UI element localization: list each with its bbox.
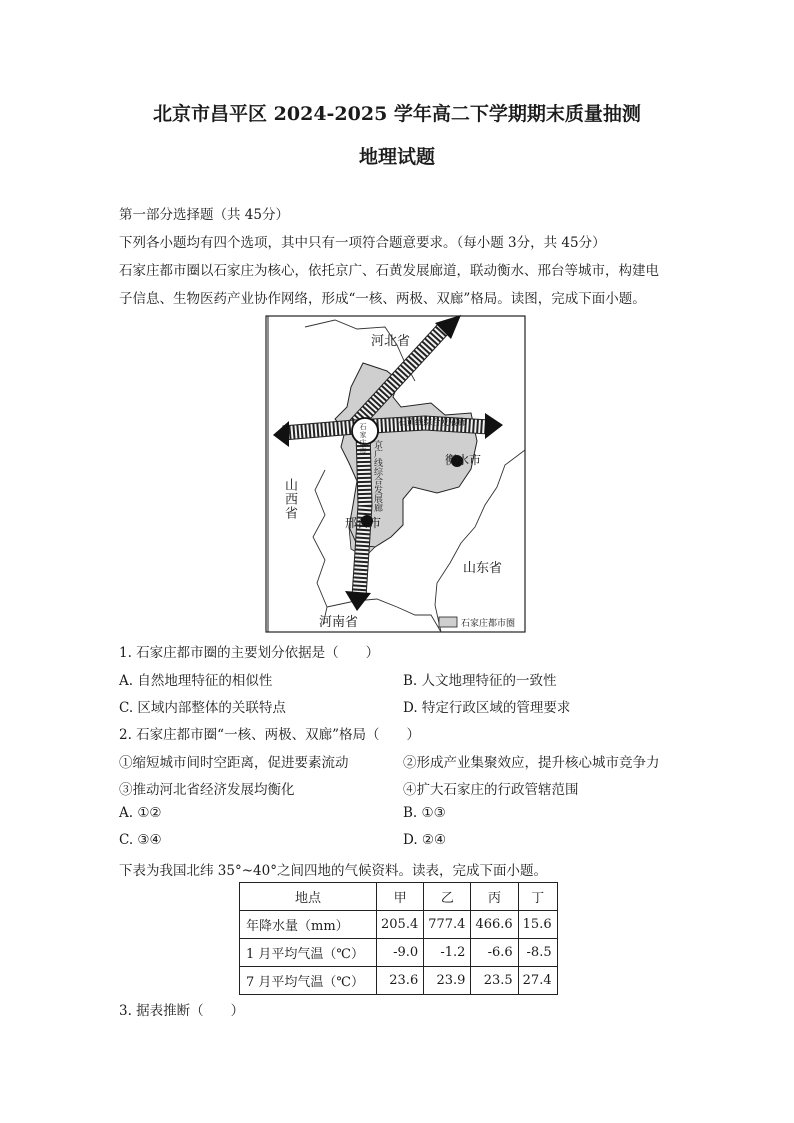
table-cell: 466.6	[471, 911, 518, 939]
q1-option-c[interactable]: C. 区域内部整体的关联特点	[119, 700, 286, 716]
label-xingtai: 邢台市	[345, 516, 382, 530]
table-cell: 205.4	[377, 911, 424, 939]
header-yi: 乙	[424, 883, 471, 911]
table-header-row	[240, 883, 558, 911]
table-cell: -8.5	[518, 939, 557, 967]
shijiazhuang-metro-map	[265, 315, 526, 633]
table-cell: 23.6	[377, 967, 424, 995]
legend-label: 石家庄都市圈	[461, 619, 516, 629]
q2-statement-3: ③推动河北省经济发展均衡化	[119, 782, 295, 798]
intro-line-2: 子信息、生物医药产业协作网络，形成“一核、两极、双廊”格局。读图，完成下面小题。	[119, 291, 646, 307]
q2-statement-4: ④扩大石家庄的行政管辖范围	[403, 782, 579, 798]
label-hebei: 河北省	[371, 334, 411, 349]
q2-option-d[interactable]: D. ②④	[403, 832, 447, 848]
table-row	[240, 967, 558, 995]
intro-line-1: 石家庄都市圈以石家庄为核心，依托京广、石黄发展廊道，联动衡水、邢台等城市，构建电	[119, 263, 659, 279]
label-corridor-east: 石黄线综合发展廊	[398, 418, 467, 428]
table-row	[240, 939, 558, 967]
header-bing: 丙	[471, 883, 518, 911]
climate-table	[239, 882, 558, 995]
q3-stem: 3. 据表推断（ ）	[119, 1003, 245, 1019]
q2-stem: 2. 石家庄都市圈“一核、两极、双廊”格局（ ）	[119, 727, 420, 743]
table-cell: -6.6	[471, 939, 518, 967]
label-shijiazhuang: 石家庄市	[359, 423, 367, 455]
section-heading: 第一部分选择题（共 45分）	[119, 207, 289, 223]
q2-statement-1: ①缩短城市间时空距离，促进要素流动	[119, 755, 349, 771]
q1-option-b[interactable]: B. 人文地理特征的一致性	[403, 673, 557, 689]
label-corridor-south: 京广线综合发展廊	[372, 440, 382, 512]
exam-subtitle: 地理试题	[358, 146, 435, 168]
q1-stem: 1. 石家庄都市圈的主要划分依据是（ ）	[119, 645, 380, 661]
table-cell: -1.2	[424, 939, 471, 967]
table-row	[240, 911, 558, 939]
exam-title: 北京市昌平区 2024-2025 学年高二下学期期末质量抽测	[153, 103, 641, 125]
header-location: 地点	[240, 883, 377, 911]
q1-option-d[interactable]: D. 特定行政区域的管理要求	[403, 700, 571, 716]
q1-option-a[interactable]: A. 自然地理特征的相似性	[119, 673, 273, 689]
row-label: 7 月平均气温（℃）	[240, 967, 377, 995]
table-cell: 23.9	[424, 967, 471, 995]
q2-option-b[interactable]: B. ①③	[403, 805, 446, 821]
label-shanxi: 山西省	[282, 478, 297, 520]
table-cell: 15.6	[518, 911, 557, 939]
q2-option-c[interactable]: C. ③④	[119, 832, 162, 848]
row-label: 年降水量（mm）	[240, 911, 377, 939]
header-jia: 甲	[377, 883, 424, 911]
label-shandong: 山东省	[463, 561, 503, 576]
table-cell: 27.4	[518, 967, 557, 995]
section-instruction: 下列各小题均有四个选项，其中只有一项符合题意要求。（每小题 3分，共 45分）	[119, 235, 606, 251]
label-hengshui: 衡水市	[445, 453, 482, 467]
table-intro: 下表为我国北纬 35°~40°之间四地的气候资料。读表，完成下面小题。	[119, 863, 547, 879]
header-ding: 丁	[518, 883, 557, 911]
table-cell: 23.5	[471, 967, 518, 995]
label-henan: 河南省	[319, 615, 359, 630]
row-label: 1 月平均气温（℃）	[240, 939, 377, 967]
q2-option-a[interactable]: A. ①②	[119, 805, 162, 821]
table-cell: 777.4	[424, 911, 471, 939]
table-cell: -9.0	[377, 939, 424, 967]
q2-statement-2: ②形成产业集聚效应，提升核心城市竞争力	[403, 755, 660, 771]
